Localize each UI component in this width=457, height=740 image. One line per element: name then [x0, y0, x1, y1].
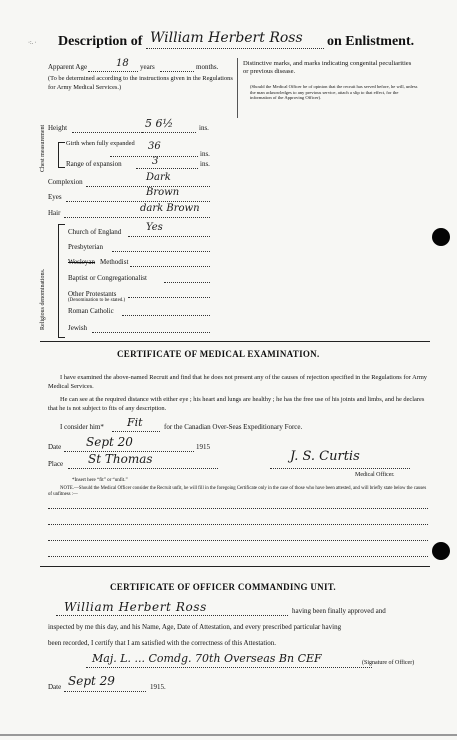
church-of-england-value: Yes — [146, 222, 163, 233]
range-expansion-label: Range of expansion — [66, 160, 122, 168]
officer-cert-text-2: inspected by me this day, and his Name, Age, Date of Attestation, and every prescribed particular having — [48, 623, 342, 631]
height-label: Height — [48, 124, 68, 132]
girth-value: 36 — [148, 141, 161, 152]
medical-place-value: St Thomas — [88, 452, 153, 466]
religious-denominations-label: Religious denominations. — [40, 268, 46, 330]
church-of-england-label: Church of England — [68, 228, 122, 236]
form-title-suffix: on Enlistment. — [327, 34, 415, 49]
medical-place-label: Place — [48, 460, 64, 468]
medical-date-value: Sept 20 — [86, 435, 133, 449]
religion-bracket — [58, 224, 65, 338]
blank-line-4 — [48, 556, 428, 557]
form-title-prefix: Description of — [58, 34, 143, 49]
other-protestants-label: Other Protestants — [68, 290, 117, 298]
eyes-value: Brown — [146, 187, 180, 198]
medical-paragraph-1: I have examined the above-named Recruit and find that he does not present any of the causes of rejection specified in the Regulations for Army Medical Services. — [48, 374, 427, 390]
distinctive-marks-note: (Should the Medical Officer be of opinion that the recruit has served before, he will, unless the man acknowledges to any previous service, attach a slip to that effect, for the information of the Approving Officer). — [250, 84, 418, 100]
apparent-age-label: Apparent Age — [48, 63, 88, 71]
chest-measurement-label: Chest measurement — [40, 124, 46, 172]
baptist-label: Baptist or Congregationalist — [68, 274, 147, 282]
officer-cert-text-1: having been finally approved and — [292, 607, 386, 615]
commanding-officer-signature: Maj. L. ... Comdg. 70th Overseas Bn CEF — [92, 652, 322, 665]
signature-of-officer-label: (Signature of Officer) — [362, 660, 415, 666]
range-expansion-value: 3 — [152, 156, 159, 167]
wesleyan-label: Wesleyan — [68, 258, 96, 266]
chest-bracket — [58, 142, 65, 168]
height-ins-label: ins. — [199, 124, 209, 132]
girth-ins-label: ins. — [200, 150, 210, 158]
blank-line-2 — [48, 524, 428, 525]
distinctive-marks-label: Distinctive marks, and marks indicating congenital peculiarities or previous disease. — [243, 60, 412, 75]
fitness-value: Fit — [127, 416, 143, 429]
officer-cert-text-3: been recorded, I certify that I am satisfied with the correctness of this Attestation. — [48, 639, 277, 647]
consider-prefix: I consider him* — [60, 423, 104, 431]
column-divider — [237, 58, 238, 118]
presbyterian-label: Presbyterian — [68, 243, 103, 251]
medical-officer-label: Medical Officer. — [355, 472, 395, 478]
section-rule-2 — [40, 566, 430, 567]
hair-label: Hair — [48, 209, 61, 217]
eyes-label: Eyes — [48, 193, 62, 201]
medical-unfit-note: NOTE.—Should the Medical Officer consider the Recruit unfit, he will fill in the foregoing Certificate only in the case of those who have been attested, and will briefly state below the causes of unfitness :— — [48, 486, 427, 497]
methodist-label: Methodist — [100, 258, 129, 266]
officer-date-value: Sept 29 — [68, 674, 115, 688]
hair-value: dark Brown — [140, 203, 200, 214]
officer-cert-recruit-name: William Herbert Ross — [64, 600, 207, 614]
officer-year-label: 1915. — [150, 683, 166, 691]
complexion-value: Dark — [146, 172, 171, 183]
recruit-name: William Herbert Ross — [150, 30, 303, 46]
apparent-age-value: 18 — [116, 58, 129, 69]
medical-year-label: 1915 — [196, 443, 210, 451]
edge-marks: ·:. · — [28, 40, 37, 46]
other-protestants-note: (Denomination to be stated.) — [68, 298, 126, 303]
age-instruction-note: (To be determined according to the instructions given in the Regulations for Army Medical Services.) — [48, 75, 233, 91]
punch-hole-top — [432, 228, 450, 246]
months-label: months. — [196, 63, 219, 71]
punch-hole-bottom — [432, 542, 450, 560]
medical-certificate-heading: CERTIFICATE OF MEDICAL EXAMINATION. — [117, 349, 320, 359]
roman-catholic-label: Roman Catholic — [68, 307, 114, 315]
height-value: 5 6½ — [145, 117, 174, 130]
consider-suffix: for the Canadian Over-Seas Expeditionary Force. — [164, 423, 303, 431]
section-rule-1 — [40, 341, 430, 342]
insert-fit-note: *Insert here “fit” or “unfit.” — [72, 478, 128, 483]
range-ins-label: ins. — [200, 160, 210, 168]
officer-certificate-heading: CERTIFICATE OF OFFICER COMMANDING UNIT. — [110, 582, 336, 592]
jewish-label: Jewish — [68, 324, 88, 332]
officer-date-label: Date — [48, 683, 62, 691]
blank-line-3 — [48, 540, 428, 541]
years-label: years — [140, 63, 155, 71]
medical-officer-signature: J. S. Curtis — [290, 449, 360, 464]
bottom-edge — [0, 734, 457, 736]
medical-date-label: Date — [48, 443, 62, 451]
girth-label: Girth when fully expanded — [66, 140, 135, 147]
complexion-label: Complexion — [48, 178, 83, 186]
medical-paragraph-2: He can see at the required distance with either eye ; his heart and lungs are healthy ; he has the free use of his joints and limbs, and he declares that he is not subject to fits of any description. — [48, 396, 425, 412]
blank-line-1 — [48, 508, 428, 509]
